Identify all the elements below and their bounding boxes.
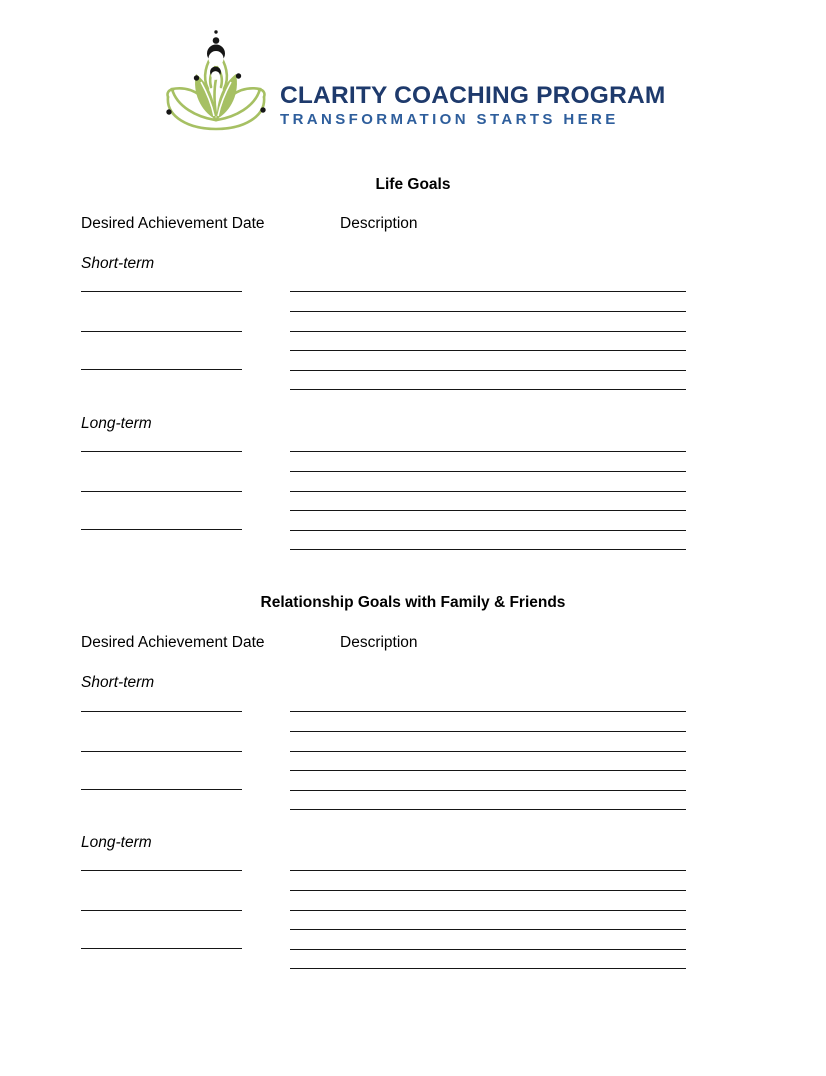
date-blank-line[interactable] [81, 451, 242, 452]
description-blank-line[interactable] [290, 968, 686, 969]
description-blank-line[interactable] [290, 370, 686, 371]
date-column-label: Desired Achievement Date [81, 634, 265, 651]
description-blank-line[interactable] [290, 910, 686, 911]
description-column-label: Description [340, 634, 418, 651]
brand-name: CLARITY COACHING PROGRAM [280, 82, 666, 109]
date-column-label: Desired Achievement Date [81, 215, 265, 232]
date-blank-line[interactable] [81, 491, 242, 492]
brand-tagline: TRANSFORMATION STARTS HERE [280, 111, 619, 128]
description-blank-line[interactable] [290, 870, 686, 871]
description-blank-line[interactable] [290, 751, 686, 752]
date-blank-line[interactable] [81, 751, 242, 752]
relationship-short-term-lines [81, 711, 686, 811]
long-term-label: Long-term [81, 415, 152, 432]
date-blank-line[interactable] [81, 789, 242, 790]
short-term-label: Short-term [81, 255, 155, 272]
description-blank-line[interactable] [290, 809, 686, 810]
lotus-meditation-icon [163, 27, 269, 137]
description-blank-line[interactable] [290, 471, 686, 472]
section-title: Life Goals [375, 176, 451, 193]
date-blank-line[interactable] [81, 529, 242, 530]
date-blank-line[interactable] [81, 910, 242, 911]
date-blank-line[interactable] [81, 711, 242, 712]
relationship-long-term-lines [81, 870, 686, 970]
description-blank-line[interactable] [290, 890, 686, 891]
description-blank-line[interactable] [290, 731, 686, 732]
description-blank-line[interactable] [290, 291, 686, 292]
date-blank-line[interactable] [81, 948, 242, 949]
date-blank-line[interactable] [81, 870, 242, 871]
description-column-label: Description [340, 215, 418, 232]
short-term-label: Short-term [81, 674, 155, 691]
date-blank-line[interactable] [81, 291, 242, 292]
life-long-term-lines [81, 451, 686, 551]
description-blank-line[interactable] [290, 311, 686, 312]
logo-text [280, 83, 665, 128]
description-blank-line[interactable] [290, 790, 686, 791]
description-blank-line[interactable] [290, 331, 686, 332]
description-blank-line[interactable] [290, 770, 686, 771]
date-blank-line[interactable] [81, 331, 242, 332]
section-title: Relationship Goals with Family & Friends [260, 594, 566, 611]
description-blank-line[interactable] [290, 530, 686, 531]
description-blank-line[interactable] [290, 451, 686, 452]
description-blank-line[interactable] [290, 510, 686, 511]
description-blank-line[interactable] [290, 929, 686, 930]
description-blank-line[interactable] [290, 711, 686, 712]
description-blank-line[interactable] [290, 350, 686, 351]
description-blank-line[interactable] [290, 949, 686, 950]
description-blank-line[interactable] [290, 549, 686, 550]
life-short-term-lines [81, 291, 686, 391]
description-blank-line[interactable] [290, 491, 686, 492]
description-blank-line[interactable] [290, 389, 686, 390]
long-term-label: Long-term [81, 834, 152, 851]
date-blank-line[interactable] [81, 369, 242, 370]
